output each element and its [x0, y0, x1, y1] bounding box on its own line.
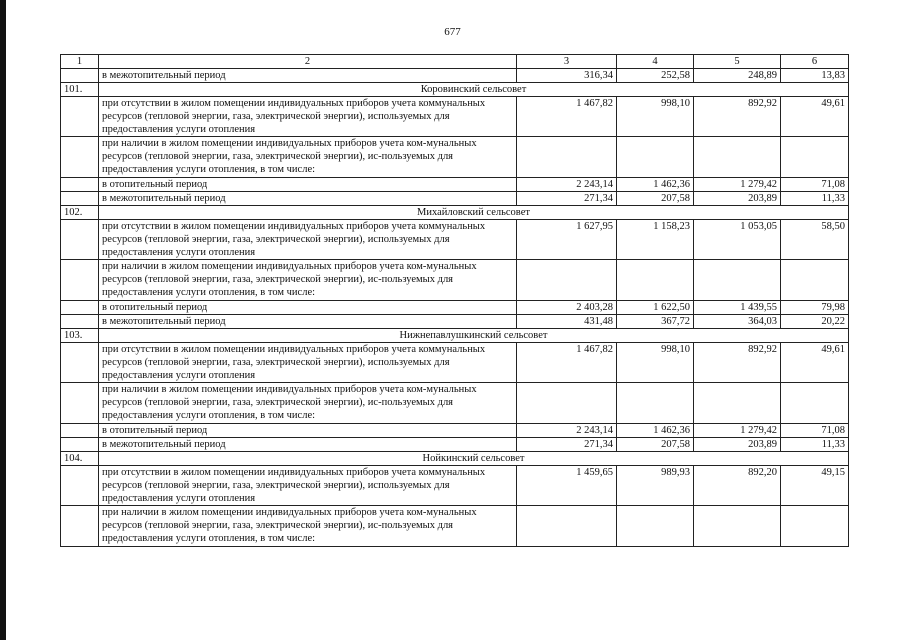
table-row	[61, 260, 849, 301]
value-cell: 271,34	[517, 438, 617, 452]
row-label: в отопительный период	[99, 424, 517, 438]
value-cell: 1 462,36	[617, 424, 694, 438]
page-number: 677	[444, 26, 461, 38]
value-cell: 1 467,82	[517, 343, 617, 383]
tariff-table	[60, 54, 849, 547]
value-cell	[617, 383, 694, 424]
value-cell: 364,03	[694, 315, 781, 329]
value-cell	[694, 506, 781, 547]
row-label: при наличии в жилом помещении индивидуальных приборов учета ком-мунальных ресурсов (тепловой энергии, газа, электрической энергии), ис-пользуемых для предоставления услуги отопления, в том числе:	[99, 137, 517, 178]
section-row	[61, 206, 849, 220]
value-cell: 207,58	[617, 438, 694, 452]
value-cell: 2 243,14	[517, 424, 617, 438]
row-label: при отсутствии в жилом помещении индивидуальных приборов учета коммунальных ресурсов (тепловой энергии, газа, электрической энергии), используемых для предоставления услуги отопления	[99, 466, 517, 506]
table-row	[61, 343, 849, 383]
value-cell: 1 439,55	[694, 301, 781, 315]
row-number	[61, 424, 99, 438]
row-label: при отсутствии в жилом помещении индивидуальных приборов учета коммунальных ресурсов (тепловой энергии, газа, электрической энергии), используемых для предоставления услуги отопления	[99, 220, 517, 260]
value-cell: 1 467,82	[517, 97, 617, 137]
section-title: Михайловский сельсовет	[99, 206, 849, 220]
header-cell: 1	[61, 55, 99, 69]
row-label: в отопительный период	[99, 301, 517, 315]
row-label: при отсутствии в жилом помещении индивидуальных приборов учета коммунальных ресурсов (тепловой энергии, газа, электрической энергии), используемых для предоставления услуги отопления	[99, 343, 517, 383]
row-label: в отопительный период	[99, 178, 517, 192]
row-label: при наличии в жилом помещении индивидуальных приборов учета ком-мунальных ресурсов (тепловой энергии, газа, электрической энергии), ис-пользуемых для предоставления услуги отопления, в том числе:	[99, 383, 517, 424]
row-number	[61, 220, 99, 260]
value-cell: 367,72	[617, 315, 694, 329]
row-number	[61, 260, 99, 301]
value-cell: 1 053,05	[694, 220, 781, 260]
value-cell: 20,22	[781, 315, 849, 329]
value-cell: 71,08	[781, 178, 849, 192]
value-cell: 11,33	[781, 438, 849, 452]
row-label: при наличии в жилом помещении индивидуальных приборов учета ком-мунальных ресурсов (тепловой энергии, газа, электрической энергии), ис-пользуемых для предоставления услуги отопления, в том числе:	[99, 260, 517, 301]
value-cell: 892,92	[694, 343, 781, 383]
value-cell: 1 279,42	[694, 178, 781, 192]
value-cell: 207,58	[617, 192, 694, 206]
row-number	[61, 178, 99, 192]
row-label: в межотопительный период	[99, 438, 517, 452]
value-cell	[617, 506, 694, 547]
row-label: при отсутствии в жилом помещении индивидуальных приборов учета коммунальных ресурсов (тепловой энергии, газа, электрической энергии), используемых для предоставления услуги отопления	[99, 97, 517, 137]
table-row	[61, 192, 849, 206]
table-row	[61, 178, 849, 192]
section-title: Коровинский сельсовет	[99, 83, 849, 97]
table-row	[61, 220, 849, 260]
table-row	[61, 97, 849, 137]
row-number	[61, 192, 99, 206]
row-number	[61, 466, 99, 506]
value-cell: 316,34	[517, 69, 617, 83]
table-row	[61, 424, 849, 438]
row-number	[61, 438, 99, 452]
scan-edge-shadow	[0, 0, 6, 640]
value-cell: 998,10	[617, 97, 694, 137]
value-cell	[694, 260, 781, 301]
value-cell: 1 158,23	[617, 220, 694, 260]
value-cell: 1 459,65	[517, 466, 617, 506]
table-row	[61, 301, 849, 315]
section-row	[61, 83, 849, 97]
section-number: 102.	[61, 206, 99, 220]
table-row	[61, 466, 849, 506]
value-cell: 431,48	[517, 315, 617, 329]
value-cell	[517, 260, 617, 301]
row-number	[61, 69, 99, 83]
value-cell	[781, 383, 849, 424]
value-cell: 49,15	[781, 466, 849, 506]
value-cell: 1 279,42	[694, 424, 781, 438]
header-cell: 2	[99, 55, 517, 69]
section-number: 101.	[61, 83, 99, 97]
value-cell: 203,89	[694, 438, 781, 452]
row-number	[61, 506, 99, 547]
header-row	[61, 55, 849, 69]
value-cell: 248,89	[694, 69, 781, 83]
table-row	[61, 69, 849, 83]
header-cell: 6	[781, 55, 849, 69]
value-cell: 11,33	[781, 192, 849, 206]
row-number	[61, 343, 99, 383]
section-row	[61, 329, 849, 343]
value-cell: 58,50	[781, 220, 849, 260]
section-title: Нижнепавлушкинский сельсовет	[99, 329, 849, 343]
row-number	[61, 315, 99, 329]
value-cell: 1 627,95	[517, 220, 617, 260]
header-cell: 5	[694, 55, 781, 69]
section-title: Нойкинский сельсовет	[99, 452, 849, 466]
value-cell: 71,08	[781, 424, 849, 438]
value-cell: 203,89	[694, 192, 781, 206]
table-row	[61, 137, 849, 178]
section-number: 103.	[61, 329, 99, 343]
value-cell	[694, 383, 781, 424]
value-cell	[781, 260, 849, 301]
table-row	[61, 438, 849, 452]
value-cell	[694, 137, 781, 178]
section-number: 104.	[61, 452, 99, 466]
value-cell: 998,10	[617, 343, 694, 383]
row-number	[61, 137, 99, 178]
table-row	[61, 506, 849, 547]
row-label: в межотопительный период	[99, 69, 517, 83]
value-cell: 2 403,28	[517, 301, 617, 315]
value-cell: 989,93	[617, 466, 694, 506]
header-cell: 4	[617, 55, 694, 69]
value-cell: 79,98	[781, 301, 849, 315]
value-cell: 892,92	[694, 97, 781, 137]
value-cell	[517, 506, 617, 547]
row-number	[61, 383, 99, 424]
header-cell: 3	[517, 55, 617, 69]
value-cell: 1 462,36	[617, 178, 694, 192]
value-cell	[781, 506, 849, 547]
value-cell	[617, 260, 694, 301]
value-cell: 49,61	[781, 343, 849, 383]
row-number	[61, 97, 99, 137]
row-number	[61, 301, 99, 315]
table-row	[61, 383, 849, 424]
row-label: при наличии в жилом помещении индивидуальных приборов учета ком-мунальных ресурсов (тепловой энергии, газа, электрической энергии), ис-пользуемых для предоставления услуги отопления, в том числе:	[99, 506, 517, 547]
value-cell: 13,83	[781, 69, 849, 83]
value-cell: 252,58	[617, 69, 694, 83]
value-cell	[517, 383, 617, 424]
value-cell: 2 243,14	[517, 178, 617, 192]
value-cell	[781, 137, 849, 178]
section-row	[61, 452, 849, 466]
value-cell: 271,34	[517, 192, 617, 206]
value-cell: 49,61	[781, 97, 849, 137]
row-label: в межотопительный период	[99, 315, 517, 329]
value-cell	[617, 137, 694, 178]
value-cell: 1 622,50	[617, 301, 694, 315]
value-cell	[517, 137, 617, 178]
value-cell: 892,20	[694, 466, 781, 506]
row-label: в межотопительный период	[99, 192, 517, 206]
table-row	[61, 315, 849, 329]
